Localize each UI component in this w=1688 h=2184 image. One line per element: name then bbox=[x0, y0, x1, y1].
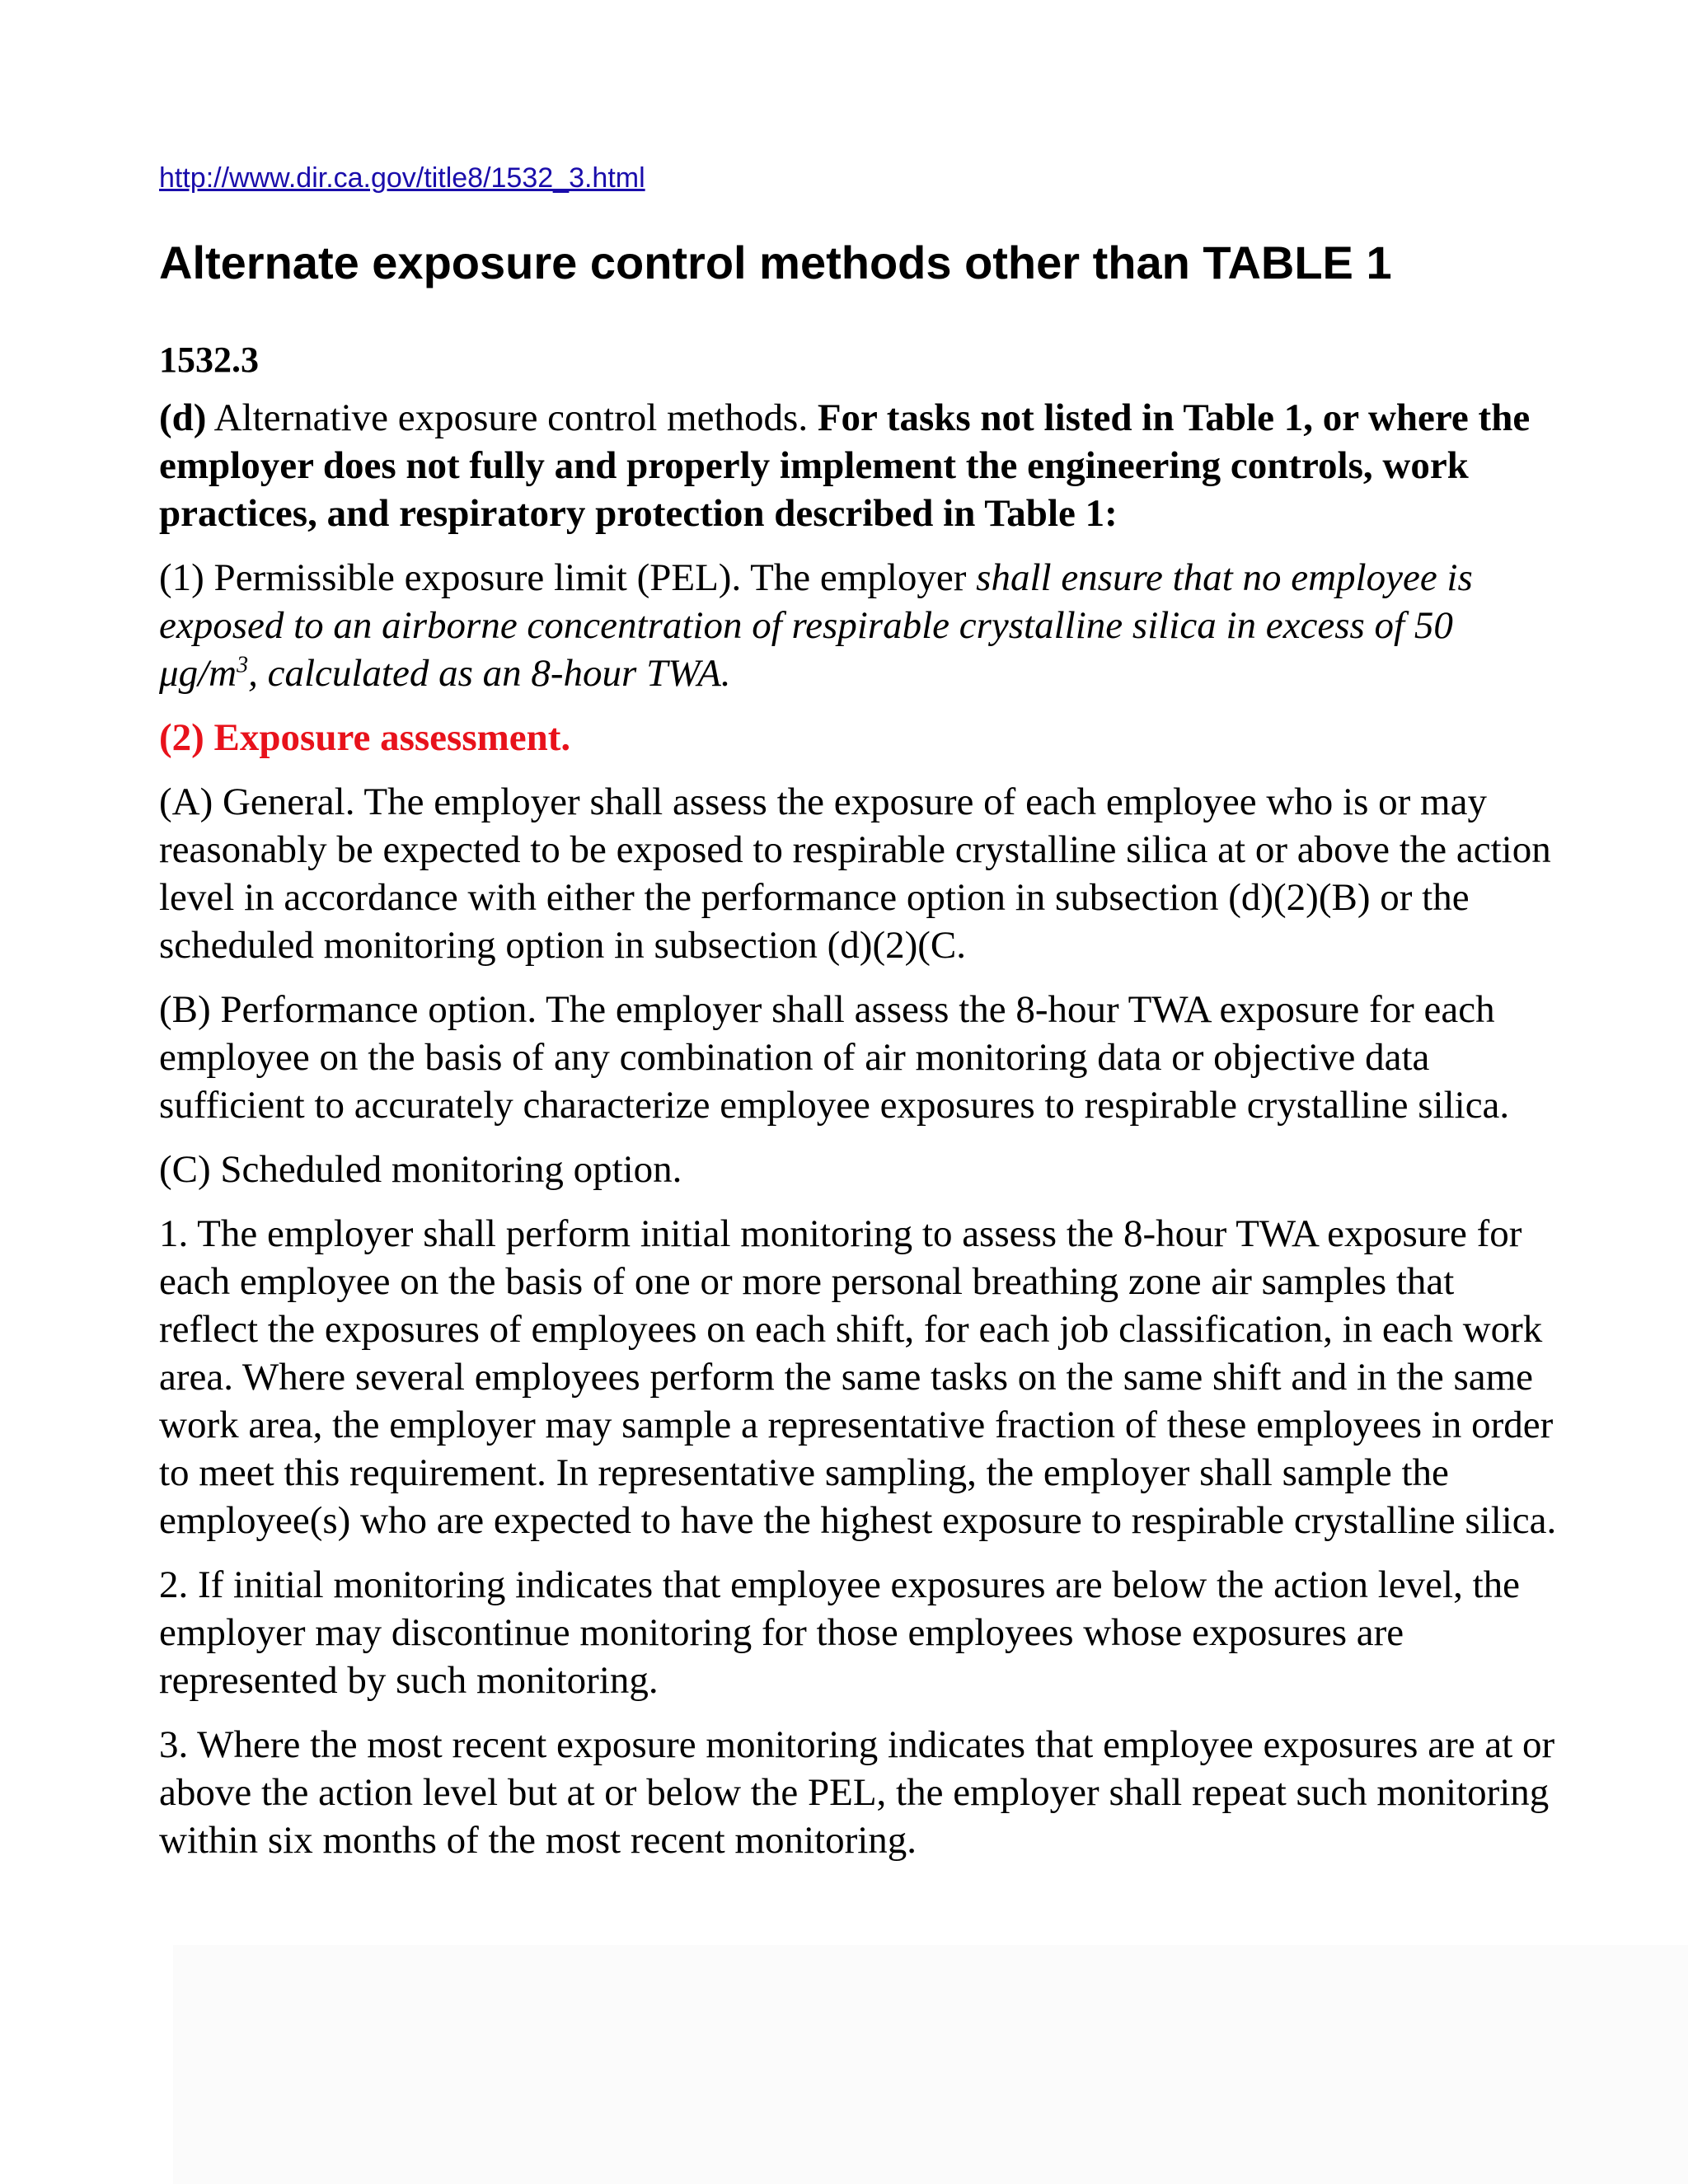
section-number: 1532.3 bbox=[159, 340, 259, 380]
pel-italic: shall ensure that no employee is exposed to an airborne concentration of respirable crystalline silica in excess of 50 μg/m bbox=[159, 556, 1473, 695]
paragraph-item-3: 3. Where the most recent exposure monitoring indicates that employee exposures are at or above the action level but at or below the PEL, the employer shall repeat such monitoring within six months of the most recent monitoring. bbox=[159, 1723, 1555, 1862]
paragraph-scheduled: (C) Scheduled monitoring option. bbox=[159, 1148, 682, 1191]
paragraph-d-label: (d) bbox=[159, 396, 207, 439]
paragraph-pel bbox=[159, 554, 1560, 697]
paragraph-d-bold-text: For tasks not listed in Table 1, or where the employer does not fully and properly implement the engineering controls, work practices, and respiratory protection described in Table 1: bbox=[159, 396, 1531, 535]
document-body bbox=[159, 162, 1560, 1881]
page-title: Alternate exposure control methods other than TABLE 1 bbox=[159, 237, 1392, 288]
paragraph-performance: (B) Performance option. The employer shall assess the 8-hour TWA exposure for each employee on the basis of any combination of air monitoring data or objective data sufficient to accurately characterize employee exposures to respirable crystalline silica. bbox=[159, 988, 1510, 1127]
page-shade bbox=[173, 1945, 1688, 2184]
paragraph-item-2: 2. If initial monitoring indicates that employee exposures are below the action level, the employer may discontinue monitoring for those employees whose exposures are represented by such monitoring. bbox=[159, 1563, 1521, 1702]
exposure-assessment-heading: (2) Exposure assessment. bbox=[159, 716, 571, 759]
source-link[interactable]: http://www.dir.ca.gov/title8/1532_3.html bbox=[159, 162, 645, 194]
pel-italic-tail: , calculated as an 8-hour TWA. bbox=[248, 652, 731, 695]
paragraph-item-1: 1. The employer shall perform initial monitoring to assess the 8-hour TWA exposure for each employee on the basis of one or more personal breathing zone air samples that reflect the exposures of employees on each shift, for each job classification, in each work area. Where several employees perform the same tasks on the same shift and in the same work area, the employer may sample a representative fraction of these employees in order to meet this requirement. In representative sampling, the employer shall sample the employee(s) who are expected to have the highest exposure to respirable crystalline silica. bbox=[159, 1212, 1557, 1542]
paragraph-general: (A) General. The employer shall assess the exposure of each employee who is or may reasonably be expected to be exposed to respirable crystalline silica at or above the action level in accordance with either the performance option in subsection (d)(2)(B) or the scheduled monitoring option in subsection (d)(2)(C. bbox=[159, 780, 1551, 967]
paragraph-d-text: Alternative exposure control methods. bbox=[206, 396, 818, 439]
pel-superscript: 3 bbox=[237, 652, 249, 678]
pel-lead: (1) Permissible exposure limit (PEL). The employer bbox=[159, 556, 977, 599]
paragraph-d bbox=[159, 394, 1560, 537]
